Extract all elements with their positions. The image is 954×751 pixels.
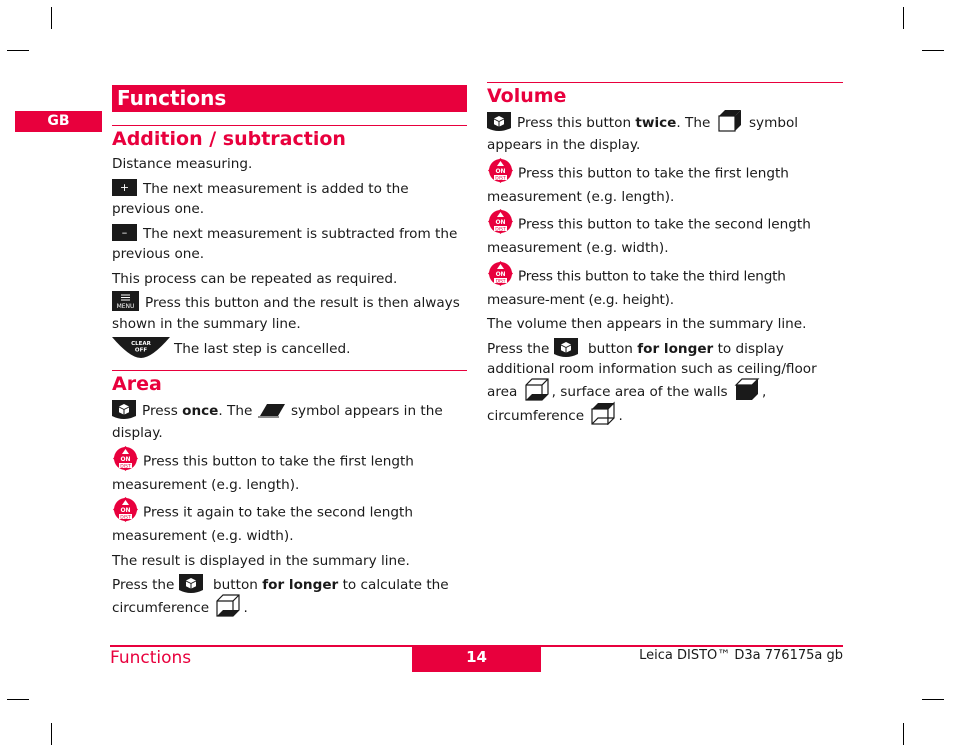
on-dist-button-icon bbox=[112, 496, 139, 523]
function-cube-key-icon bbox=[179, 574, 203, 594]
clear-key-label: CLEAR bbox=[131, 341, 151, 347]
minus-key-icon: – bbox=[112, 224, 137, 241]
text: Distance measuring. bbox=[112, 156, 253, 172]
section-title-addition: Addition / subtraction bbox=[112, 128, 346, 150]
text: symbol appears in the display. bbox=[487, 115, 799, 153]
function-cube-key-icon bbox=[487, 112, 511, 132]
paragraph bbox=[487, 160, 843, 208]
crop-mark bbox=[51, 723, 52, 745]
text: Press this button bbox=[517, 115, 636, 131]
paragraph bbox=[112, 551, 467, 572]
paragraph bbox=[112, 499, 467, 547]
text: Press this button to take the second length measurement (e.g. width). bbox=[487, 216, 811, 256]
footer-section-name: Functions bbox=[110, 648, 192, 668]
text: . bbox=[618, 407, 623, 424]
section-divider bbox=[112, 370, 467, 371]
text-bold: for longer bbox=[262, 577, 339, 593]
crop-mark bbox=[7, 50, 29, 51]
text: . bbox=[243, 599, 248, 616]
left-column bbox=[112, 85, 467, 624]
text: The next measurement is added to the previous one. bbox=[112, 180, 409, 217]
text: Press this button to take the first length measurement (e.g. length). bbox=[487, 165, 789, 205]
paragraph bbox=[112, 448, 467, 496]
floor-area-symbol-icon bbox=[213, 593, 243, 617]
paragraph bbox=[112, 575, 467, 620]
paragraph bbox=[487, 211, 843, 259]
text: Press it again to take the second length measurement (e.g. width). bbox=[112, 504, 413, 544]
function-cube-key-icon bbox=[112, 400, 136, 420]
text: The result is displayed in the summary line. bbox=[112, 552, 410, 569]
plus-key-icon: + bbox=[112, 179, 137, 196]
crop-mark bbox=[51, 7, 52, 29]
clear-off-key-icon bbox=[112, 336, 170, 358]
text: . The bbox=[218, 403, 257, 419]
paragraph bbox=[112, 224, 467, 265]
text: , circumference bbox=[487, 383, 767, 424]
area-symbol-icon bbox=[257, 396, 287, 420]
text: The next measurement is subtracted from the previous one. bbox=[112, 225, 458, 262]
text: to calculate the circumference bbox=[112, 577, 449, 616]
text: This process can be repeated as required. bbox=[112, 270, 398, 287]
paragraph bbox=[112, 154, 467, 175]
text: symbol appears in the display. bbox=[112, 403, 443, 441]
text: Press the bbox=[112, 577, 179, 593]
section-divider bbox=[112, 125, 467, 126]
text: Press this button and the result is then always shown in the summary line. bbox=[112, 295, 460, 332]
text: button bbox=[583, 340, 638, 357]
text-bold: once bbox=[182, 403, 219, 419]
paragraph bbox=[112, 269, 467, 290]
text: , surface area of the walls bbox=[551, 383, 732, 400]
paragraph bbox=[487, 314, 843, 335]
on-dist-button-icon bbox=[487, 157, 514, 184]
crop-mark bbox=[7, 699, 29, 700]
footer-product-name: Leica DISTO™ D3a 776175a gb bbox=[639, 648, 843, 663]
paragraph bbox=[112, 399, 467, 444]
circumference-symbol-icon bbox=[588, 401, 618, 425]
crop-mark bbox=[903, 723, 904, 745]
right-column bbox=[487, 82, 843, 432]
on-dist-button-icon bbox=[487, 208, 514, 235]
section-title-volume: Volume bbox=[487, 85, 567, 107]
page-number: 14 bbox=[412, 646, 541, 672]
paragraph bbox=[487, 111, 843, 156]
on-dist-button-icon bbox=[487, 260, 514, 287]
paragraph bbox=[112, 293, 467, 334]
menu-key-icon bbox=[112, 291, 139, 311]
text: The volume then appears in the summary line. bbox=[487, 316, 807, 332]
text: Press bbox=[142, 403, 183, 419]
text: to display additional room information such as ceiling/floor area bbox=[487, 340, 817, 400]
page-title: Functions bbox=[112, 85, 467, 112]
wall-area-symbol-icon bbox=[732, 377, 762, 401]
paragraph bbox=[487, 339, 843, 428]
text: button bbox=[208, 577, 263, 593]
crop-mark bbox=[922, 699, 944, 700]
text-bold: twice bbox=[635, 115, 677, 131]
function-cube-key-icon bbox=[554, 338, 578, 358]
section-divider bbox=[487, 82, 843, 83]
paragraph bbox=[487, 263, 843, 311]
volume-cube-symbol-icon bbox=[715, 108, 745, 132]
off-key-label: OFF bbox=[134, 347, 148, 354]
text: . The bbox=[676, 115, 715, 131]
crop-mark bbox=[903, 7, 904, 29]
text: The last step is cancelled. bbox=[174, 341, 351, 357]
section-title-area: Area bbox=[112, 373, 162, 395]
text: Press this button to take the third length measure-ment (e.g. height). bbox=[487, 268, 786, 308]
paragraph bbox=[112, 338, 467, 360]
language-tab: GB bbox=[15, 111, 102, 132]
menu-key-label: MENU bbox=[116, 303, 135, 310]
text-bold: for longer bbox=[637, 340, 714, 357]
floor-area-symbol-icon bbox=[522, 377, 552, 401]
on-dist-button-icon bbox=[112, 445, 139, 472]
text: Press this button to take the first length measurement (e.g. length). bbox=[112, 453, 414, 493]
text: Press the bbox=[487, 340, 554, 357]
crop-mark bbox=[922, 50, 944, 51]
paragraph bbox=[112, 179, 467, 220]
